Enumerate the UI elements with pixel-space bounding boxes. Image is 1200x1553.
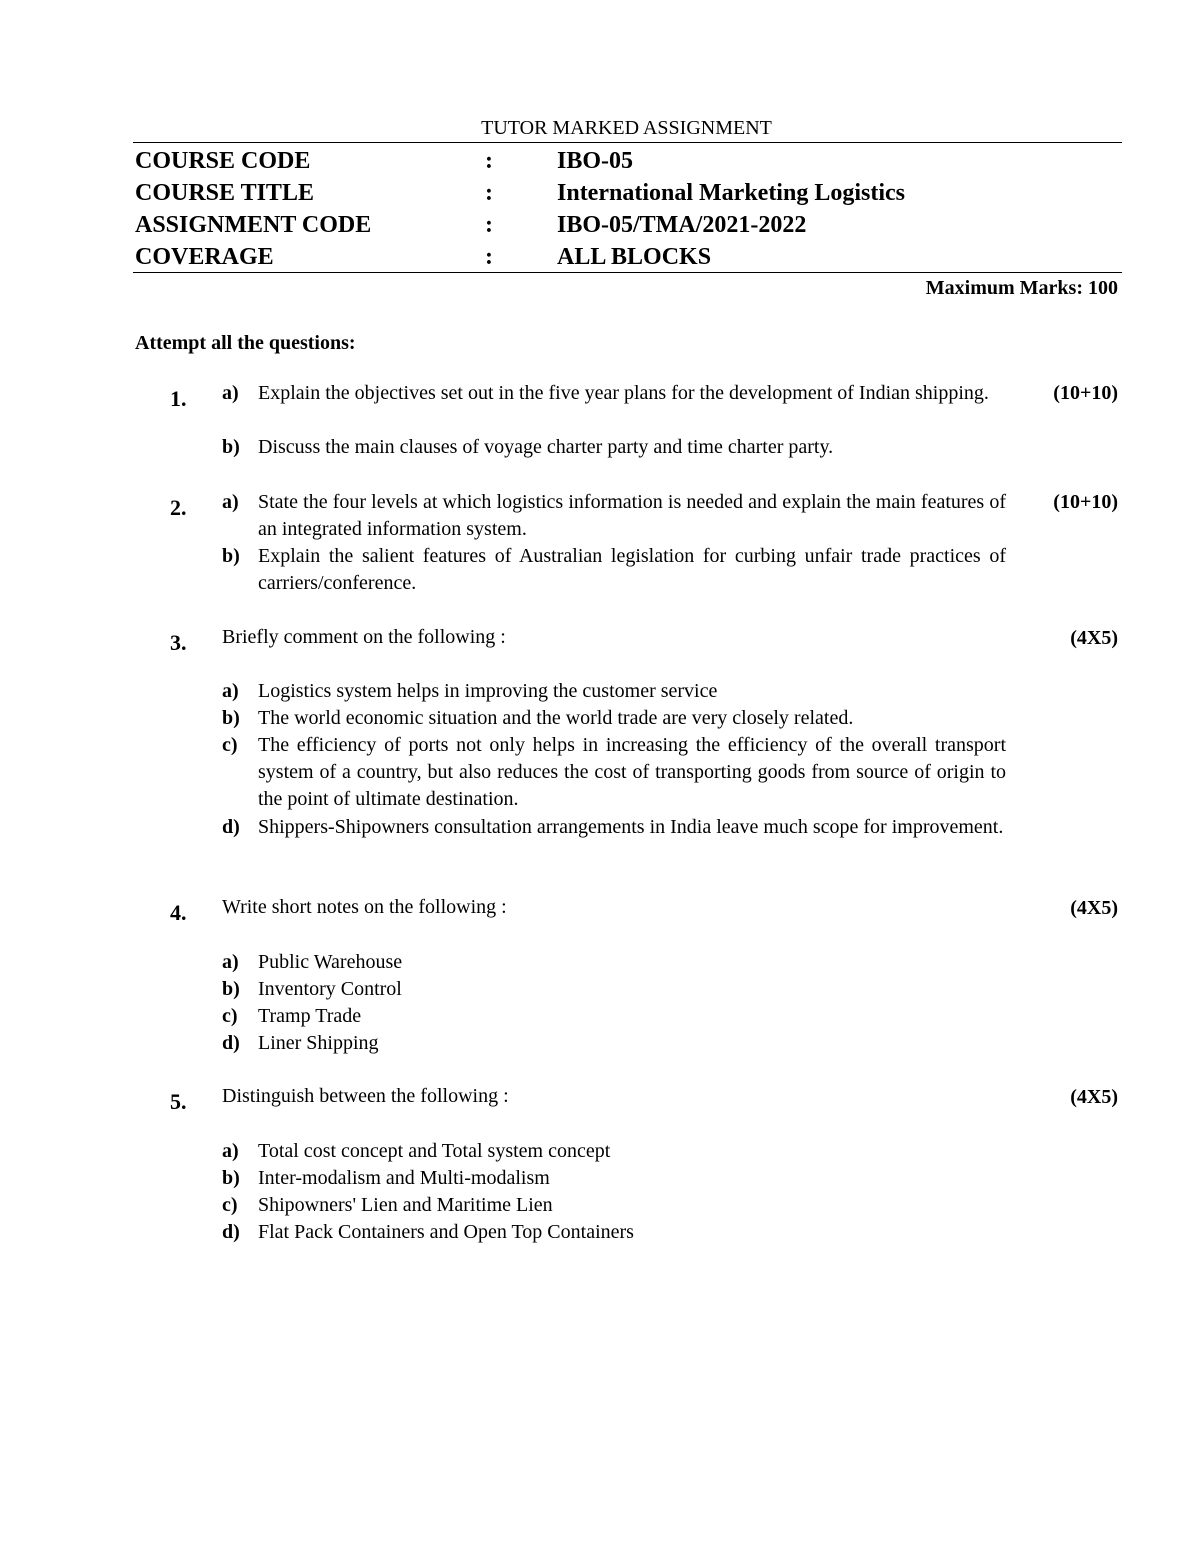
- item-letter: b): [222, 707, 240, 729]
- item-text: The efficiency of ports not only helps in increasing the efficiency of the overall transport system of a country, but also reduces the cost of transporting goods from source of origin to the point of ultimate destination.: [258, 734, 1006, 810]
- item-text: Discuss the main clauses of voyage charter party and time charter party.: [258, 436, 834, 458]
- header-row-assignment-code: [133, 209, 1122, 241]
- question-item: [222, 705, 1006, 732]
- item-text: Shippers-Shipowners consultation arrangements in India leave much scope for improvement.: [258, 816, 1004, 838]
- header-label: COURSE TITLE: [135, 180, 314, 206]
- question-number: 5.: [170, 1089, 187, 1114]
- header-colon: :: [485, 148, 493, 174]
- question-item: [222, 489, 1006, 543]
- item-text: Shipowners' Lien and Maritime Lien: [258, 1194, 553, 1216]
- item-text: Inventory Control: [258, 978, 402, 1000]
- question-number: 3.: [170, 630, 187, 655]
- item-letter: b): [222, 545, 240, 567]
- question-item: [222, 976, 1006, 1003]
- item-text: Public Warehouse: [258, 951, 403, 973]
- header-label: COVERAGE: [135, 244, 274, 270]
- item-letter: b): [222, 978, 240, 1000]
- header-label: COURSE CODE: [135, 148, 311, 174]
- question-item: [222, 380, 1006, 407]
- item-letter: a): [222, 382, 239, 404]
- question-item: [222, 1003, 1006, 1030]
- assignment-title: TUTOR MARKED ASSIGNMENT: [481, 117, 772, 139]
- question-item: [222, 678, 1006, 705]
- question-item: [222, 814, 1006, 841]
- header-value: ALL BLOCKS: [557, 244, 712, 270]
- maximum-marks: Maximum Marks: 100: [925, 277, 1118, 299]
- item-letter: a): [222, 1140, 239, 1162]
- question-marks: (10+10): [1053, 491, 1118, 513]
- header-top-rule: [133, 142, 1122, 143]
- header-value: International Marketing Logistics: [557, 180, 905, 206]
- question-marks: (10+10): [1053, 382, 1118, 404]
- item-letter: b): [222, 436, 240, 458]
- item-letter: a): [222, 491, 239, 513]
- item-text: Tramp Trade: [258, 1005, 362, 1027]
- item-letter: d): [222, 1221, 240, 1243]
- item-text: Explain the objectives set out in the five year plans for the development of Indian shipping.: [258, 382, 989, 404]
- item-letter: d): [222, 1032, 240, 1054]
- question-item: [222, 1165, 1006, 1192]
- item-text: Flat Pack Containers and Open Top Containers: [258, 1221, 634, 1243]
- item-letter: a): [222, 951, 239, 973]
- question-marks: (4X5): [1070, 627, 1118, 649]
- question-marks: (4X5): [1070, 897, 1118, 919]
- question-stem: Write short notes on the following :: [222, 896, 507, 918]
- header-value: IBO-05: [557, 148, 634, 174]
- question-stem: Briefly comment on the following :: [222, 626, 506, 648]
- question-item: [222, 732, 1006, 813]
- header-colon: :: [485, 180, 493, 206]
- item-letter: c): [222, 1194, 238, 1216]
- question-number: 2.: [170, 495, 187, 520]
- item-letter: d): [222, 816, 240, 838]
- question-item: [222, 1138, 1006, 1165]
- item-text: Inter-modalism and Multi-modalism: [258, 1167, 550, 1189]
- item-text: State the four levels at which logistics information is needed and explain the main features of an integrated information system.: [258, 491, 1006, 540]
- header-row-course-code: [133, 145, 1122, 177]
- item-letter: c): [222, 734, 238, 756]
- question-item: [222, 543, 1006, 597]
- header-label: ASSIGNMENT CODE: [135, 212, 372, 238]
- item-text: Explain the salient features of Australian legislation for curbing unfair trade practices of carriers/conference.: [258, 545, 1006, 594]
- item-text: The world economic situation and the world trade are very closely related.: [258, 707, 854, 729]
- question-number: 4.: [170, 900, 187, 925]
- question-item: [222, 434, 1006, 461]
- question-number: 1.: [170, 386, 187, 411]
- item-text: Liner Shipping: [258, 1032, 379, 1054]
- header-row-coverage: [133, 241, 1122, 273]
- header-colon: :: [485, 212, 493, 238]
- header-value: IBO-05/TMA/2021-2022: [557, 212, 807, 238]
- question-item: [222, 1030, 1006, 1057]
- header-colon: :: [485, 244, 493, 270]
- header-bottom-rule: [133, 272, 1122, 273]
- item-text: Logistics system helps in improving the customer service: [258, 680, 718, 702]
- item-letter: b): [222, 1167, 240, 1189]
- item-text: Total cost concept and Total system concept: [258, 1140, 611, 1162]
- item-letter: c): [222, 1005, 238, 1027]
- question-marks: (4X5): [1070, 1086, 1118, 1108]
- question-item: [222, 1219, 1006, 1246]
- instruction: Attempt all the questions:: [135, 332, 356, 354]
- item-letter: a): [222, 680, 239, 702]
- question-item: [222, 949, 1006, 976]
- question-stem: Distinguish between the following :: [222, 1085, 509, 1107]
- question-item: [222, 1192, 1006, 1219]
- header-row-course-title: [133, 177, 1122, 209]
